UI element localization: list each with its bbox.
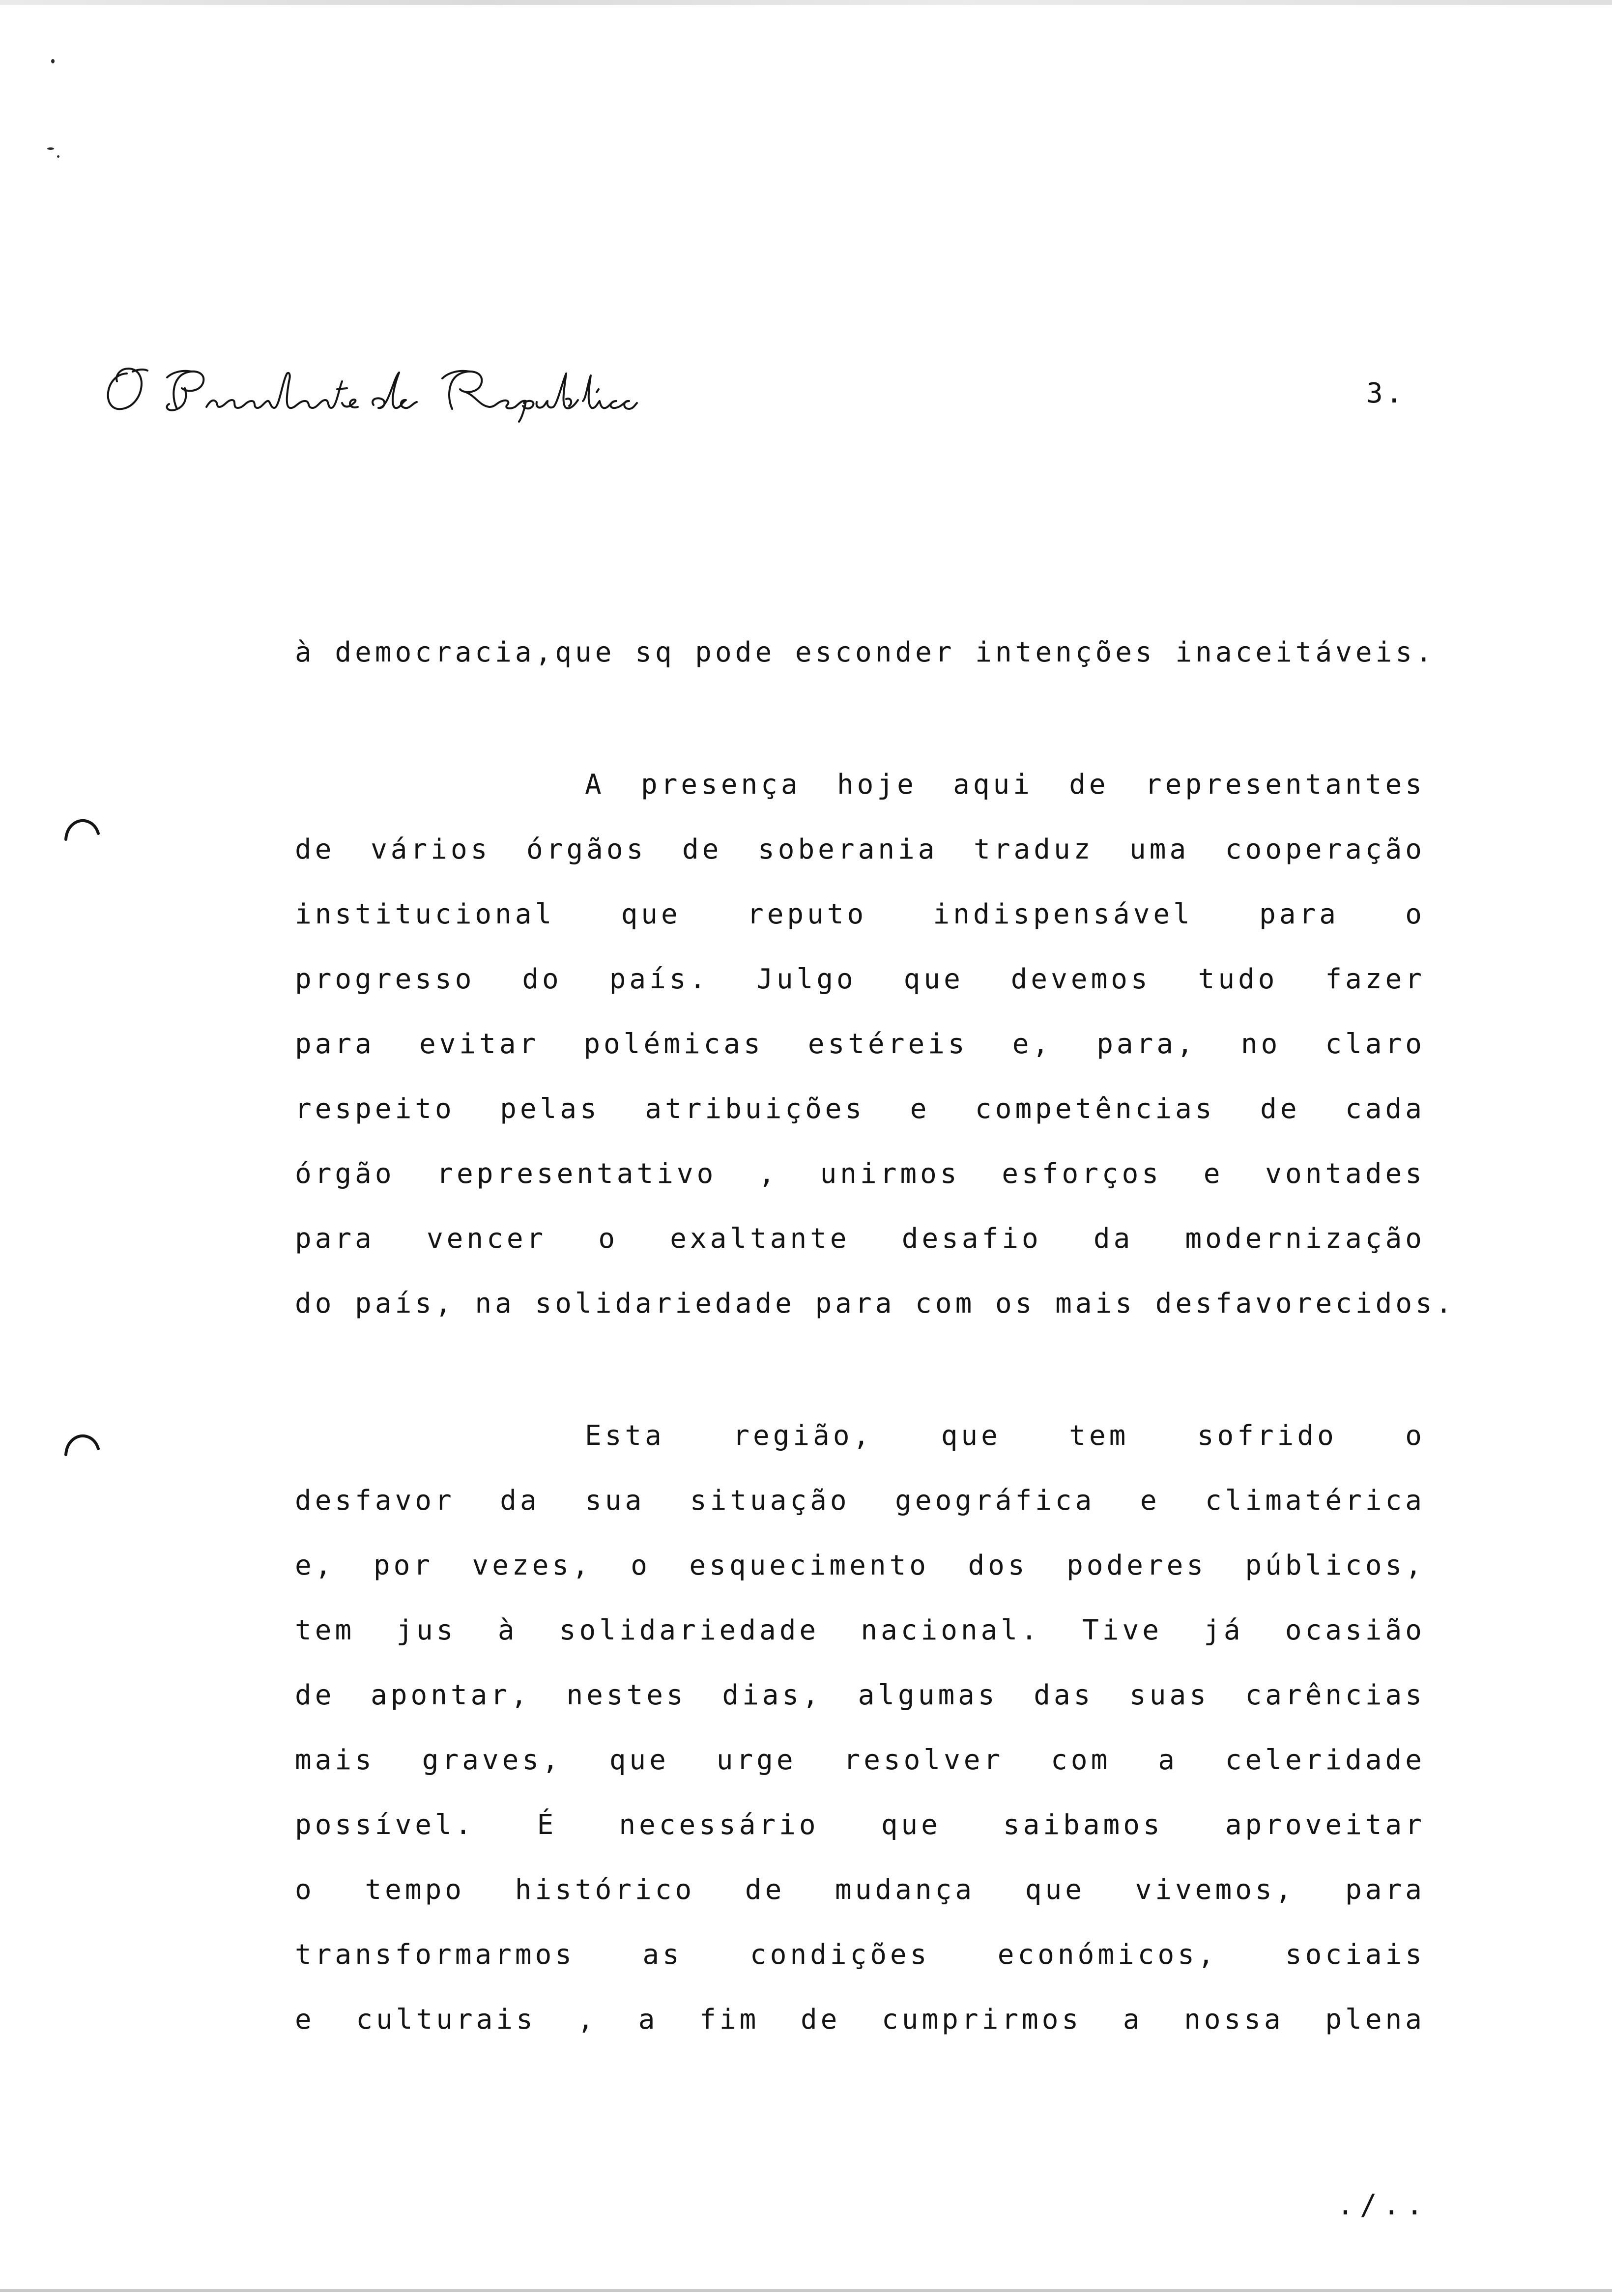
word: fim [699,2004,760,2036]
word: sua [585,1485,645,1517]
word: algumas [858,1679,998,1711]
word: resolver [843,1744,1004,1776]
word: e [1203,1158,1224,1190]
word: nacional. [861,1614,1041,1646]
text-segment: do país, na solidariedade para com os mais desfavorecidos. [295,1288,1456,1320]
word: vezes, [472,1550,592,1581]
text-line [295,1027,1425,1091]
word: cumprirmos [882,2004,1082,2036]
word: climatérica [1205,1485,1425,1517]
word: tempo [365,1874,465,1906]
word: representantes [1145,769,1425,801]
word: exaltante [670,1223,850,1255]
scan-speck [57,155,59,158]
word: plena [1325,2004,1425,2036]
word: dias, [722,1679,822,1711]
text-line [295,1743,1425,1808]
word: e [295,2004,315,2036]
text-line [295,1221,1425,1286]
word: de [295,1679,335,1711]
word: da [500,1485,540,1517]
word: , [758,1158,778,1190]
word: esforços [1002,1158,1162,1190]
word: institucional [295,898,555,930]
word: polémicas [583,1028,764,1060]
letterhead-script-drawing [98,354,688,423]
word: suas [1129,1679,1209,1711]
word: a [1123,2004,1143,2036]
text-segment: à democracia,que sq pode esconder intenções inaceitáveis. [295,636,1436,668]
word: aproveitar [1225,1809,1425,1841]
word: pelas [500,1093,600,1125]
text-line [295,832,1425,897]
word: vivemos, [1135,1874,1295,1906]
word: de [682,833,722,865]
text-line [295,1418,1425,1483]
word: para [1345,1874,1425,1906]
word: o [1405,1420,1425,1452]
word: cada [1345,1093,1425,1125]
text-line [295,1872,1425,1937]
word: atribuições [645,1093,865,1125]
word: jus [396,1614,457,1646]
word: vencer [426,1223,547,1255]
word: das [1034,1679,1094,1711]
text-line [295,1091,1425,1156]
word: para [295,1028,375,1060]
word: órgão [295,1158,395,1190]
word: histórico [515,1874,695,1906]
word: de [1069,769,1109,801]
word: culturais [356,2004,536,2036]
word: tudo [1198,963,1278,995]
word: mais [295,1744,375,1776]
word: o [1405,898,1425,930]
text-line [295,1808,1425,1872]
word: modernização [1185,1223,1425,1255]
word: órgãos [526,833,647,865]
text-line [295,1937,1425,2002]
word: vontades [1265,1158,1425,1190]
word: e [1140,1485,1160,1517]
word: e, [1012,1028,1053,1060]
word: as [642,1939,683,1971]
word: que [1025,1874,1085,1906]
word: com [1051,1744,1111,1776]
word: poderes [1066,1550,1207,1581]
word: esquecimento [689,1550,929,1581]
word: celeridade [1225,1744,1425,1776]
word: para, [1096,1028,1197,1060]
word: saibamos [1003,1809,1163,1841]
word: para [1259,898,1339,930]
word: progresso [295,963,475,995]
word: dos [968,1550,1028,1581]
word: públicos, [1245,1550,1425,1581]
word: representativo [436,1158,717,1190]
word: reputo [747,898,867,930]
text-line [295,767,1425,832]
word: devemos [1010,963,1151,995]
word: que [903,963,964,995]
letter-body [295,635,1456,2067]
word: de [800,2004,841,2036]
word: aqui [953,769,1033,801]
text-line [295,1156,1425,1221]
word: fazer [1325,963,1425,995]
word: e [910,1093,930,1125]
word: cooperação [1225,833,1425,865]
word: à [497,1614,518,1646]
word: condições [750,1939,930,1971]
word: vários [371,833,491,865]
text-line [295,2002,1425,2067]
word: económicos, [997,1939,1218,1971]
word: por [373,1550,434,1581]
word: país. [609,963,710,995]
word: mudança [835,1874,976,1906]
margin-paragraph-mark [63,818,102,843]
word: situação [690,1485,850,1517]
word: que [881,1809,941,1841]
word: Julgo [756,963,857,995]
word: Tive [1082,1614,1162,1646]
word: urge [716,1744,797,1776]
word: nestes [566,1679,687,1711]
word: e, [295,1550,335,1581]
word: soberania [758,833,938,865]
word: tem [295,1614,355,1646]
word: de [295,833,335,865]
scan-edge-top [0,0,1612,5]
word: da [1093,1223,1134,1255]
word: o [631,1550,651,1581]
word: a [638,2004,659,2036]
word: respeito [295,1093,455,1125]
word: unirmos [820,1158,960,1190]
text-line [295,1678,1425,1743]
word: que [941,1420,1001,1452]
word: Esta [585,1420,665,1452]
word: possível. [295,1809,475,1841]
word: graves, [422,1744,562,1776]
word: traduz [974,833,1094,865]
text-line [295,1483,1425,1548]
scan-edge-bottom [0,2289,1612,2292]
word: carências [1245,1679,1425,1711]
word: ocasião [1285,1614,1425,1646]
letterhead-script-title [98,354,688,423]
text-line [295,1613,1425,1678]
word: transformarmos [295,1939,576,1971]
word: o [295,1874,315,1906]
word: estéreis [807,1028,968,1060]
page-number: 3. [1366,377,1406,409]
text-line [295,635,1436,700]
word: já [1204,1614,1244,1646]
word: a [1158,1744,1178,1776]
text-line [295,1286,1456,1351]
scan-speck [51,59,55,63]
word: solidariedade [559,1614,820,1646]
word: necessário [619,1809,819,1841]
word: uma [1129,833,1190,865]
word: apontar, [371,1679,531,1711]
word: competências [975,1093,1215,1125]
word: que [621,898,681,930]
word: do [522,963,562,995]
word: de [1260,1093,1300,1125]
word: tem [1069,1420,1129,1452]
text-line [295,962,1425,1027]
word: desfavor [295,1485,455,1517]
word: geográfica [895,1485,1095,1517]
word: no [1240,1028,1281,1060]
word: claro [1325,1028,1425,1060]
word: hoje [836,769,917,801]
word: sociais [1285,1939,1425,1971]
margin-paragraph-mark [63,1433,102,1459]
word: sofrido [1197,1420,1337,1452]
word: É [537,1809,557,1841]
word: indispensável [933,898,1193,930]
text-line [295,897,1425,962]
scan-speck [47,147,54,150]
continuation-mark: ./.. [1337,2188,1429,2221]
word: que [609,1744,669,1776]
text-line [295,1548,1425,1613]
paragraph-gap [295,700,1425,767]
word: nossa [1184,2004,1284,2036]
word: para [295,1223,375,1255]
word: , [577,2004,598,2036]
word: de [745,1874,785,1906]
word: presença [640,769,801,801]
word: evitar [419,1028,540,1060]
word: desafio [901,1223,1042,1255]
paragraph-gap [295,1351,1425,1418]
word: A [585,769,605,801]
word: o [598,1223,619,1255]
word: região, [733,1420,873,1452]
